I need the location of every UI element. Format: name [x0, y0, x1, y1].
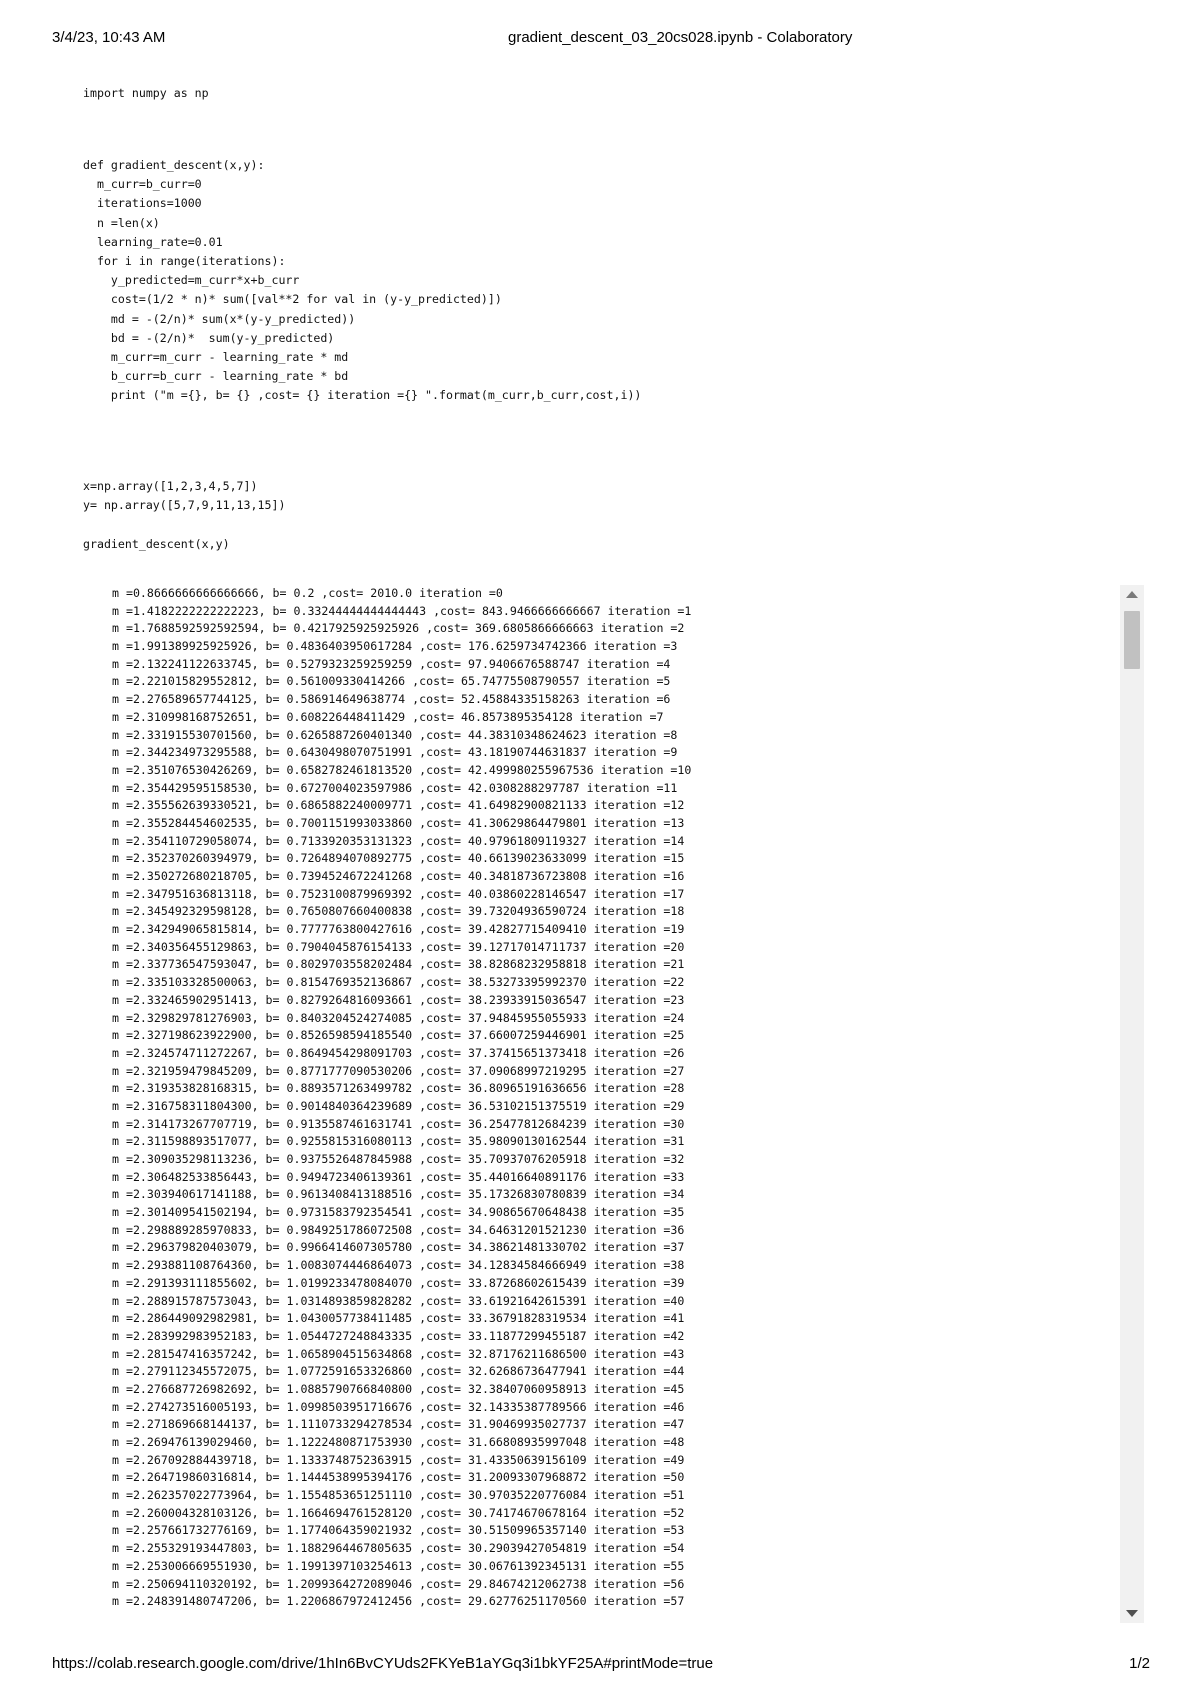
page-url: https://colab.research.google.com/drive/1hIn6BvCYUds2FKYeB1aYGq3i1bkYF25A#printMode=true — [52, 1655, 714, 1672]
output-scrollbar[interactable] — [1120, 585, 1144, 1623]
code-cell-import: import numpy as np — [83, 86, 209, 100]
scrollbar-thumb[interactable] — [1124, 611, 1140, 669]
cell-output-area[interactable] — [112, 585, 1142, 1623]
code-cell-call: gradient_descent(x,y) — [83, 537, 230, 551]
scroll-down-arrow-icon[interactable] — [1126, 1610, 1138, 1617]
code-cell-data: x=np.array([1,2,3,4,5,7]) y= np.array([5,7,9,11,13,15]) — [83, 479, 286, 513]
page-title: gradient_descent_03_20cs028.ipynb - Colaboratory — [508, 29, 853, 46]
print-date: 3/4/23, 10:43 AM — [52, 29, 166, 46]
cell-output-text: m =0.8666666666666666, b= 0.2 ,cost= 2010.0 iteration =0 m =1.4182222222222223, b= 0.33244444444444443 ,cost= 843.9466666666667 iteration =1 m =1.7688592592592594, b= 0.4217925925925926 ,cost= 369.6805866666663 iteration =2 m =1.991389925925926, b= 0.4836403950617284 ,cost= 176.6259734742366 iteration =3 m =2.132241122633745, b= 0.5279323259259259 ,cost= 97.9406676588747 iteration =4 m =2.221015829552812, b= 0.561009330414266 ,cost= 65.74775508790557 iteration =5 m =2.276589657744125, b= 0.586914649638774 ,cost= 52.45884335158263 iteration =6 m =2.310998168752651, b= 0.608226448411429 ,cost= 46.8573895354128 iteration =7 m =2.331915530701560, b= 0.6265887260401340 ,cost= 44.38310348624623 iteration =8 m =2.344234973295588, b= 0.6430498070751991 ,cost= 43.18190744631837 iteration =9 m =2.351076530426269, b= 0.6582782461813520 ,cost= 42.499980255967536 iteration =10 m =2.354429595158530, b= 0.6727004023597986 ,cost= 42.0308288297787 iteration =11 m =2.355562639330521, b= 0.6865882240009771 ,cost= 41.64982900821133 iteration =12 m =2.355284454602535, b= 0.7001151993033860 ,cost= 41.30629864479801 iteration =13 m =2.354110729058074, b= 0.7133920353131323 ,cost= 40.97961809119327 iteration =14 m =2.352370260394979, b= 0.7264894070892775 ,cost= 40.66139023633099 iteration =15 m =2.350272680218705, b= 0.7394524672241268 ,cost= 40.34818736723808 iteration =16 m =2.347951636813118, b= 0.7523100879969392 ,cost= 40.03860228146547 iteration =17 m =2.345492329598128, b= 0.7650807660400838 ,cost= 39.73204936590724 iteration =18 m =2.342949065815814, b= 0.7777763800427616 ,cost= 39.42827715409410 iteration =19 m =2.340356455129863, b= 0.7904045876154133 ,cost= 39.12717014711737 iteration =20 m =2.337736547593047, b= 0.8029703558202484 ,cost= 38.82868232958818 iteration =21 m =2.335103328500063, b= 0.8154769352136867 ,cost= 38.53273395992370 iteration =22 m =2.332465902951413, b= 0.8279264816093661 ,cost= 38.23933915036547 iteration =23 m =2.329829781276903, b= 0.8403204524274085 ,cost= 37.94845955055933 iteration =24 m =2.327198623922900, b= 0.8526598594185540 ,cost= 37.66007259446901 iteration =25 m =2.324574711272267, b= 0.8649454298091703 ,cost= 37.37415651373418 iteration =26 m =2.321959479845209, b= 0.8771777090530206 ,cost= 37.09068997219295 iteration =27 m =2.319353828168315, b= 0.8893571263499782 ,cost= 36.80965191636656 iteration =28 m =2.316758311804300, b= 0.9014840364239689 ,cost= 36.53102151375519 iteration =29 m =2.314173267707719, b= 0.9135587461631741 ,cost= 36.25477812684239 iteration =30 m =2.311598893517077, b= 0.9255815316080113 ,cost= 35.98090130162544 iteration =31 m =2.309035298113236, b= 0.9375526487845988 ,cost= 35.70937076205918 iteration =32 m =2.306482533856443, b= 0.9494723406139361 ,cost= 35.44016640891176 iteration =33 m =2.303940617141188, b= 0.9613408413188516 ,cost= 35.17326830780839 iteration =34 m =2.301409541502194, b= 0.9731583792354541 ,cost= 34.90865670648438 iteration =35 m =2.298889285970833, b= 0.9849251786072508 ,cost= 34.64631201521230 iteration =36 m =2.296379820403079, b= 0.9966414607305780 ,cost= 34.38621481330702 iteration =37 m =2.293881108764360, b= 1.0083074446864073 ,cost= 34.12834584666949 iteration =38 m =2.291393111855602, b= 1.0199233478084070 ,cost= 33.87268602615439 iteration =39 m =2.288915787573043, b= 1.0314893859828282 ,cost= 33.61921642615391 iteration =40 m =2.286449092982981, b= 1.0430057738411485 ,cost= 33.36791828319534 iteration =41 m =2.283992983952183, b= 1.0544727248843335 ,cost= 33.11877299455187 iteration =42 m =2.281547416357242, b= 1.0658904515634868 ,cost= 32.87176211686500 iteration =43 m =2.279112345572075, b= 1.0772591653326860 ,cost= 32.62686736477941 iteration =44 m =2.276687726982692, b= 1.0885790766840800 ,cost= 32.38407060958913 iteration =45 m =2.274273516005193, b= 1.0998503951716676 ,cost= 32.14335387789566 iteration =46 m =2.271869668144137, b= 1.1110733294278534 ,cost= 31.90469935027737 iteration =47 m =2.269476139029460, b= 1.1222480871753930 ,cost= 31.66808935997048 iteration =48 m =2.267092884439718, b= 1.1333748752363915 ,cost= 31.43350639156109 iteration =49 m =2.264719860316814, b= 1.1444538995394176 ,cost= 31.20093307968872 iteration =50 m =2.262357022773964, b= 1.1554853651251110 ,cost= 30.97035220776084 iteration =51 m =2.260004328103126, b= 1.1664694761528120 ,cost= 30.74174670678164 iteration =52 m =2.257661732776169, b= 1.1774064359021932 ,cost= 30.51509965357140 iteration =53 m =2.255329193447803, b= 1.1882964467805635 ,cost= 30.29039427054819 iteration =54 m =2.253006669551930, b= 1.1991397103254613 ,cost= 30.06761392345131 iteration =55 m =2.250694110320192, b= 1.2099364272089046 ,cost= 29.84674212062738 iteration =56 m =2.248391480747206, b= 1.2206867972412456 ,cost= 29.62776251170560 iteration =57 — [112, 586, 692, 1609]
code-cell-function: def gradient_descent(x,y): m_curr=b_curr=0 iterations=1000 n =len(x) learning_rate=0.01 for i in range(iterations): y_predicted=m_curr*x+b_curr cost=(1/2 * n)* sum([val**2 for val in (y-y_predicted)]) md = -(2/n)* sum(x*(y-y_predicted)) bd = -(2/n)* sum(y-y_predicted) m_curr=m_curr - learning_rate * md b_curr=b_curr - learning_rate * bd print ("m ={}, b= {} ,cost= {} iteration ={} ".format(m_curr,b_curr,cost,i)) — [83, 158, 642, 403]
page-number: 1/2 — [1129, 1655, 1150, 1672]
scroll-up-arrow-icon[interactable] — [1126, 591, 1138, 598]
